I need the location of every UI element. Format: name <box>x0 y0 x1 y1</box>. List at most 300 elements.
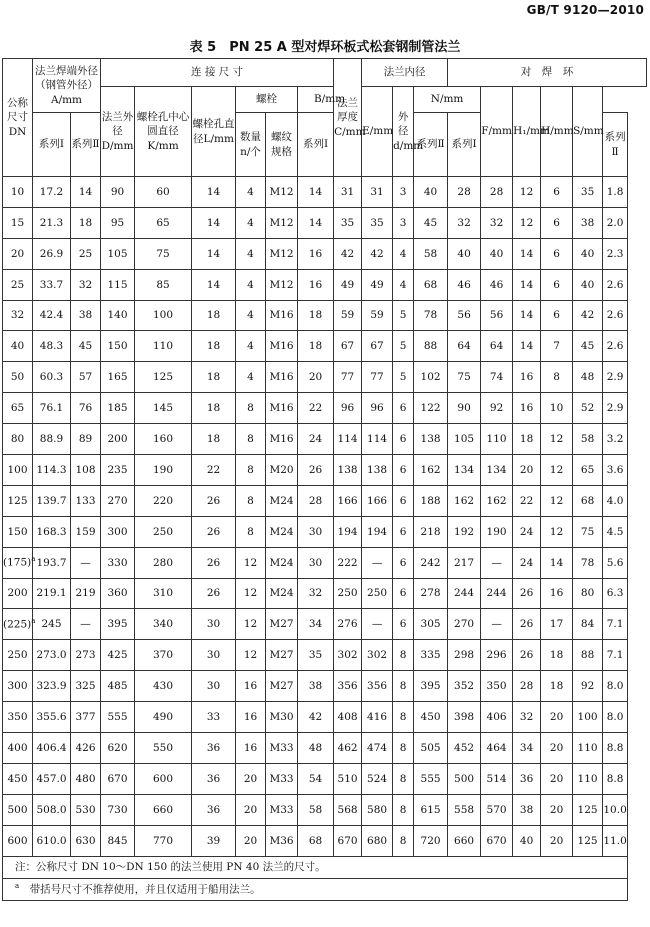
cell-h: 65 <box>573 455 603 486</box>
cell-b2: 31 <box>362 177 393 208</box>
cell-s: 3.2 <box>603 424 628 455</box>
cell-s: 2.9 <box>603 393 628 424</box>
cell-b2: 524 <box>362 763 393 794</box>
table-row <box>3 424 647 455</box>
cell-h: 92 <box>573 671 603 702</box>
cell-b2: 194 <box>362 516 393 547</box>
cell-l: 18 <box>192 300 236 331</box>
cell-n1: 217 <box>448 547 481 578</box>
cell-k: 340 <box>135 609 192 640</box>
cell-f: 24 <box>513 547 541 578</box>
cell-n1: 270 <box>448 609 481 640</box>
cell-k: 145 <box>135 393 192 424</box>
cell-d: 278 <box>414 578 448 609</box>
cell-d: 395 <box>414 671 448 702</box>
cell-s: 8.8 <box>603 763 628 794</box>
cell-n2: 296 <box>481 640 513 671</box>
cell-dn <box>3 825 33 856</box>
cell-d: 242 <box>414 547 448 578</box>
cell-a1: 114.3 <box>33 455 71 486</box>
cell-e: 3 <box>393 177 414 208</box>
cell-a2: 25 <box>71 238 101 269</box>
cell-f: 40 <box>513 825 541 856</box>
cell-b1: 462 <box>334 733 362 764</box>
cell-d: 185 <box>101 393 135 424</box>
dn-value: 250 <box>7 649 28 662</box>
cell-b2: 114 <box>362 424 393 455</box>
cell-l: 26 <box>192 485 236 516</box>
cell-n: 4 <box>236 238 266 269</box>
cell-b2: 59 <box>362 300 393 331</box>
cell-dn <box>3 331 33 362</box>
cell-n: 16 <box>236 702 266 733</box>
cell-n: 12 <box>236 578 266 609</box>
cell-n1: 398 <box>448 702 481 733</box>
cell-e: 5 <box>393 331 414 362</box>
cell-b1: 35 <box>334 207 362 238</box>
cell-b1: 96 <box>334 393 362 424</box>
cell-e: 8 <box>393 640 414 671</box>
cell-f: 36 <box>513 763 541 794</box>
cell-n1: 28 <box>448 177 481 208</box>
cell-e: 6 <box>393 393 414 424</box>
cell-a2: 159 <box>71 516 101 547</box>
cell-l: 33 <box>192 702 236 733</box>
cell-n2: 134 <box>481 455 513 486</box>
cell-thread: M24 <box>266 516 298 547</box>
cell-h1: 6 <box>541 207 573 238</box>
cell-c: 14 <box>298 177 334 208</box>
cell-h1: 6 <box>541 269 573 300</box>
cell-d: 330 <box>101 547 135 578</box>
cell-a1: 355.6 <box>33 702 71 733</box>
cell-n: 4 <box>236 331 266 362</box>
footnote-ref: a <box>31 617 36 626</box>
header-bolt-hole: 螺栓孔直径L/mm <box>192 87 236 177</box>
cell-c: 58 <box>298 794 334 825</box>
cell-h1: 18 <box>541 671 573 702</box>
cell-n2: 46 <box>481 269 513 300</box>
cell-s: 2.9 <box>603 362 628 393</box>
cell-a1: 60.3 <box>33 362 71 393</box>
cell-a1: 139.7 <box>33 485 71 516</box>
dn-value: 20 <box>10 247 25 260</box>
cell-f: 18 <box>513 424 541 455</box>
dn-value: 40 <box>10 340 25 353</box>
cell-thread: M33 <box>266 763 298 794</box>
cell-a1: 26.9 <box>33 238 71 269</box>
cell-c: 18 <box>298 300 334 331</box>
dn-value: 50 <box>10 371 25 384</box>
cell-n1: 90 <box>448 393 481 424</box>
cell-h: 40 <box>573 269 603 300</box>
cell-n: 20 <box>236 763 266 794</box>
table-row <box>3 207 647 238</box>
cell-e: 8 <box>393 702 414 733</box>
cell-h1: 20 <box>541 702 573 733</box>
cell-d: 122 <box>414 393 448 424</box>
table-row <box>3 578 647 609</box>
cell-thread: M27 <box>266 640 298 671</box>
cell-h1: 12 <box>541 455 573 486</box>
cell-d: 395 <box>101 609 135 640</box>
header-bolt-circle: 螺栓孔中心圆直径K/mm <box>135 87 192 177</box>
cell-b2: — <box>362 547 393 578</box>
cell-a1: 273.0 <box>33 640 71 671</box>
cell-l: 36 <box>192 733 236 764</box>
cell-h: 125 <box>573 794 603 825</box>
cell-c: 48 <box>298 733 334 764</box>
cell-l: 14 <box>192 177 236 208</box>
cell-b2: 302 <box>362 640 393 671</box>
cell-d: 555 <box>101 702 135 733</box>
cell-thread: M16 <box>266 331 298 362</box>
cell-l: 14 <box>192 207 236 238</box>
cell-dn <box>3 207 33 238</box>
cell-f: 16 <box>513 362 541 393</box>
cell-c: 24 <box>298 424 334 455</box>
cell-b1: 302 <box>334 640 362 671</box>
cell-a1: 168.3 <box>33 516 71 547</box>
cell-h: 45 <box>573 331 603 362</box>
cell-a1: 88.9 <box>33 424 71 455</box>
cell-n2: — <box>481 609 513 640</box>
cell-n2: 190 <box>481 516 513 547</box>
cell-b1: 67 <box>334 331 362 362</box>
cell-a2: 530 <box>71 794 101 825</box>
cell-h: 110 <box>573 733 603 764</box>
cell-thread: M16 <box>266 300 298 331</box>
cell-n2: — <box>481 547 513 578</box>
dn-value: (175) <box>3 556 32 569</box>
cell-c: 42 <box>298 702 334 733</box>
cell-d: 78 <box>414 300 448 331</box>
cell-thread: M30 <box>266 702 298 733</box>
cell-n: 4 <box>236 300 266 331</box>
cell-n2: 28 <box>481 177 513 208</box>
dn-value: 300 <box>7 680 28 693</box>
cell-b2: 138 <box>362 455 393 486</box>
cell-h1: 7 <box>541 331 573 362</box>
cell-thread: M24 <box>266 485 298 516</box>
cell-b1: 276 <box>334 609 362 640</box>
header-weld-ring: 对 焊 环 <box>448 59 647 87</box>
cell-a1: 245 <box>33 609 71 640</box>
cell-h: 35 <box>573 177 603 208</box>
cell-h: 80 <box>573 578 603 609</box>
footnote-mark: a <box>15 881 20 890</box>
cell-d: 90 <box>101 177 135 208</box>
cell-n: 20 <box>236 825 266 856</box>
cell-k: 770 <box>135 825 192 856</box>
cell-n1: 64 <box>448 331 481 362</box>
cell-h1: 6 <box>541 177 573 208</box>
cell-e: 8 <box>393 825 414 856</box>
cell-n2: 74 <box>481 362 513 393</box>
cell-b2: 166 <box>362 485 393 516</box>
cell-thread: M20 <box>266 455 298 486</box>
cell-dn <box>3 609 36 640</box>
cell-s: 2.6 <box>603 300 628 331</box>
cell-dn <box>3 177 33 208</box>
cell-f: 14 <box>513 300 541 331</box>
cell-n2: 64 <box>481 331 513 362</box>
cell-n2: 244 <box>481 578 513 609</box>
cell-d: 88 <box>414 331 448 362</box>
cell-e: 4 <box>393 238 414 269</box>
cell-d: 140 <box>101 300 135 331</box>
cell-h1: 12 <box>541 516 573 547</box>
cell-h1: 10 <box>541 393 573 424</box>
cell-b2: 42 <box>362 238 393 269</box>
table-row <box>3 300 647 331</box>
cell-a2: 14 <box>71 177 101 208</box>
cell-thread: M12 <box>266 177 298 208</box>
cell-n: 8 <box>236 516 266 547</box>
table-row <box>3 516 647 547</box>
cell-h: 52 <box>573 393 603 424</box>
cell-dn <box>3 763 33 794</box>
cell-s: 1.8 <box>603 177 628 208</box>
footnote-ref: a <box>31 555 36 564</box>
cell-s: 7.1 <box>603 609 628 640</box>
cell-e: 6 <box>393 516 414 547</box>
cell-l: 30 <box>192 609 236 640</box>
cell-c: 22 <box>298 393 334 424</box>
cell-n: 8 <box>236 424 266 455</box>
cell-n1: 134 <box>448 455 481 486</box>
cell-c: 30 <box>298 547 334 578</box>
cell-k: 100 <box>135 300 192 331</box>
cell-h1: 17 <box>541 609 573 640</box>
table-row <box>3 671 647 702</box>
dn-value: 65 <box>10 402 25 415</box>
cell-k: 550 <box>135 733 192 764</box>
cell-n2: 32 <box>481 207 513 238</box>
table-row <box>3 547 647 578</box>
cell-f: 26 <box>513 609 541 640</box>
cell-d: 300 <box>101 516 135 547</box>
cell-f: 14 <box>513 238 541 269</box>
cell-k: 125 <box>135 362 192 393</box>
cell-f: 38 <box>513 794 541 825</box>
cell-h1: 20 <box>541 825 573 856</box>
cell-b1: 42 <box>334 238 362 269</box>
cell-n1: 244 <box>448 578 481 609</box>
cell-a2: — <box>71 609 101 640</box>
cell-s: 7.1 <box>603 640 628 671</box>
cell-k: 65 <box>135 207 192 238</box>
cell-thread: M33 <box>266 733 298 764</box>
cell-h1: 12 <box>541 424 573 455</box>
cell-s: 5.6 <box>603 547 628 578</box>
cell-c: 16 <box>298 269 334 300</box>
cell-a2: 133 <box>71 485 101 516</box>
cell-e: 5 <box>393 362 414 393</box>
cell-a2: 630 <box>71 825 101 856</box>
table-row <box>3 177 647 208</box>
cell-n: 12 <box>236 609 266 640</box>
cell-a1: 17.2 <box>33 177 71 208</box>
cell-b1: 114 <box>334 424 362 455</box>
cell-a1: 76.1 <box>33 393 71 424</box>
header-s: S/mm <box>573 87 603 177</box>
cell-n: 12 <box>236 547 266 578</box>
cell-c: 28 <box>298 485 334 516</box>
cell-n1: 192 <box>448 516 481 547</box>
cell-h: 68 <box>573 485 603 516</box>
cell-b1: 670 <box>334 825 362 856</box>
cell-thread: M33 <box>266 794 298 825</box>
table-row <box>3 794 647 825</box>
cell-b2: — <box>362 609 393 640</box>
table-row <box>3 733 647 764</box>
cell-d: 58 <box>414 238 448 269</box>
cell-d: 40 <box>414 177 448 208</box>
cell-d: 68 <box>414 269 448 300</box>
cell-b2: 474 <box>362 733 393 764</box>
cell-thread: M16 <box>266 424 298 455</box>
header-nominal-size: 公称尺寸DN <box>3 59 33 177</box>
dn-value: 10 <box>10 185 25 198</box>
cell-h: 40 <box>573 238 603 269</box>
table-row <box>3 763 647 794</box>
cell-f: 14 <box>513 331 541 362</box>
cell-k: 310 <box>135 578 192 609</box>
cell-a2: 219 <box>71 578 101 609</box>
cell-f: 34 <box>513 733 541 764</box>
cell-n: 8 <box>236 393 266 424</box>
header-n: N/mm <box>414 87 481 113</box>
cell-b2: 49 <box>362 269 393 300</box>
cell-dn <box>3 300 33 331</box>
header-weld-end-od: 法兰焊端外径（钢管外径）A/mm <box>33 59 101 113</box>
cell-n2: 110 <box>481 424 513 455</box>
cell-n: 20 <box>236 794 266 825</box>
cell-h1: 14 <box>541 547 573 578</box>
cell-a1: 508.0 <box>33 794 71 825</box>
cell-dn <box>3 733 33 764</box>
cell-thread: M12 <box>266 269 298 300</box>
header-flange-od: 法兰外径D/mm <box>101 87 135 177</box>
cell-n1: 105 <box>448 424 481 455</box>
cell-b2: 250 <box>362 578 393 609</box>
cell-e: 8 <box>393 733 414 764</box>
cell-f: 26 <box>513 640 541 671</box>
cell-n1: 558 <box>448 794 481 825</box>
cell-s: 11.0 <box>603 825 628 856</box>
dn-value: 200 <box>7 587 28 600</box>
cell-d: 720 <box>414 825 448 856</box>
cell-dn <box>3 547 36 578</box>
cell-d: 505 <box>414 733 448 764</box>
table-row <box>3 269 647 300</box>
cell-n: 12 <box>236 640 266 671</box>
cell-k: 75 <box>135 238 192 269</box>
dn-value: 450 <box>7 772 28 785</box>
cell-e: 8 <box>393 794 414 825</box>
table-row <box>3 825 647 856</box>
cell-d: 360 <box>101 578 135 609</box>
cell-f: 12 <box>513 207 541 238</box>
cell-a1: 33.7 <box>33 269 71 300</box>
cell-c: 18 <box>298 331 334 362</box>
cell-dn <box>3 269 33 300</box>
footnote-row <box>3 878 647 900</box>
cell-a2: 38 <box>71 300 101 331</box>
table-row <box>3 238 647 269</box>
note-row <box>3 856 647 878</box>
cell-a2: 57 <box>71 362 101 393</box>
cell-c: 30 <box>298 516 334 547</box>
cell-a1: 457.0 <box>33 763 71 794</box>
cell-f: 16 <box>513 393 541 424</box>
cell-dn <box>3 640 33 671</box>
cell-d: 115 <box>101 269 135 300</box>
dn-value: 350 <box>7 711 28 723</box>
cell-s: 6.3 <box>603 578 628 609</box>
cell-e: 4 <box>393 269 414 300</box>
cell-dn <box>3 424 33 455</box>
cell-a2: 273 <box>71 640 101 671</box>
cell-b1: 31 <box>334 177 362 208</box>
cell-a2: 426 <box>71 733 101 764</box>
cell-f: 32 <box>513 702 541 733</box>
cell-f: 14 <box>513 269 541 300</box>
cell-d: 620 <box>101 733 135 764</box>
cell-d: 105 <box>101 238 135 269</box>
cell-a2: 480 <box>71 763 101 794</box>
cell-k: 60 <box>135 177 192 208</box>
cell-f: 24 <box>513 516 541 547</box>
cell-c: 68 <box>298 825 334 856</box>
cell-c: 38 <box>298 671 334 702</box>
cell-a1: 193.7 <box>33 547 71 578</box>
table-row <box>3 331 647 362</box>
cell-l: 26 <box>192 578 236 609</box>
cell-d: 165 <box>101 362 135 393</box>
dn-value: 32 <box>10 309 25 322</box>
cell-b1: 194 <box>334 516 362 547</box>
cell-dn <box>3 516 33 547</box>
dn-value: 25 <box>10 278 25 291</box>
cell-a1: 42.4 <box>33 300 71 331</box>
cell-n1: 452 <box>448 733 481 764</box>
cell-n2: 514 <box>481 763 513 794</box>
cell-h: 38 <box>573 207 603 238</box>
cell-h: 125 <box>573 825 603 856</box>
cell-b1: 59 <box>334 300 362 331</box>
cell-n1: 500 <box>448 763 481 794</box>
cell-f: 22 <box>513 485 541 516</box>
cell-d: 162 <box>414 455 448 486</box>
cell-h: 58 <box>573 424 603 455</box>
dn-value: 100 <box>7 463 28 476</box>
header-n-series-1: 系列Ⅰ <box>448 113 481 177</box>
cell-s: 4.0 <box>603 485 628 516</box>
cell-e: 8 <box>393 671 414 702</box>
cell-a1: 219.1 <box>33 578 71 609</box>
header-bolt-thread: 螺纹规格 <box>266 113 298 177</box>
cell-b1: 510 <box>334 763 362 794</box>
dn-value: 500 <box>7 803 28 816</box>
cell-l: 26 <box>192 516 236 547</box>
cell-s: 2.0 <box>603 207 628 238</box>
cell-b1: 408 <box>334 702 362 733</box>
header-row-1 <box>3 59 647 87</box>
cell-b1: 166 <box>334 485 362 516</box>
cell-dn <box>3 362 33 393</box>
